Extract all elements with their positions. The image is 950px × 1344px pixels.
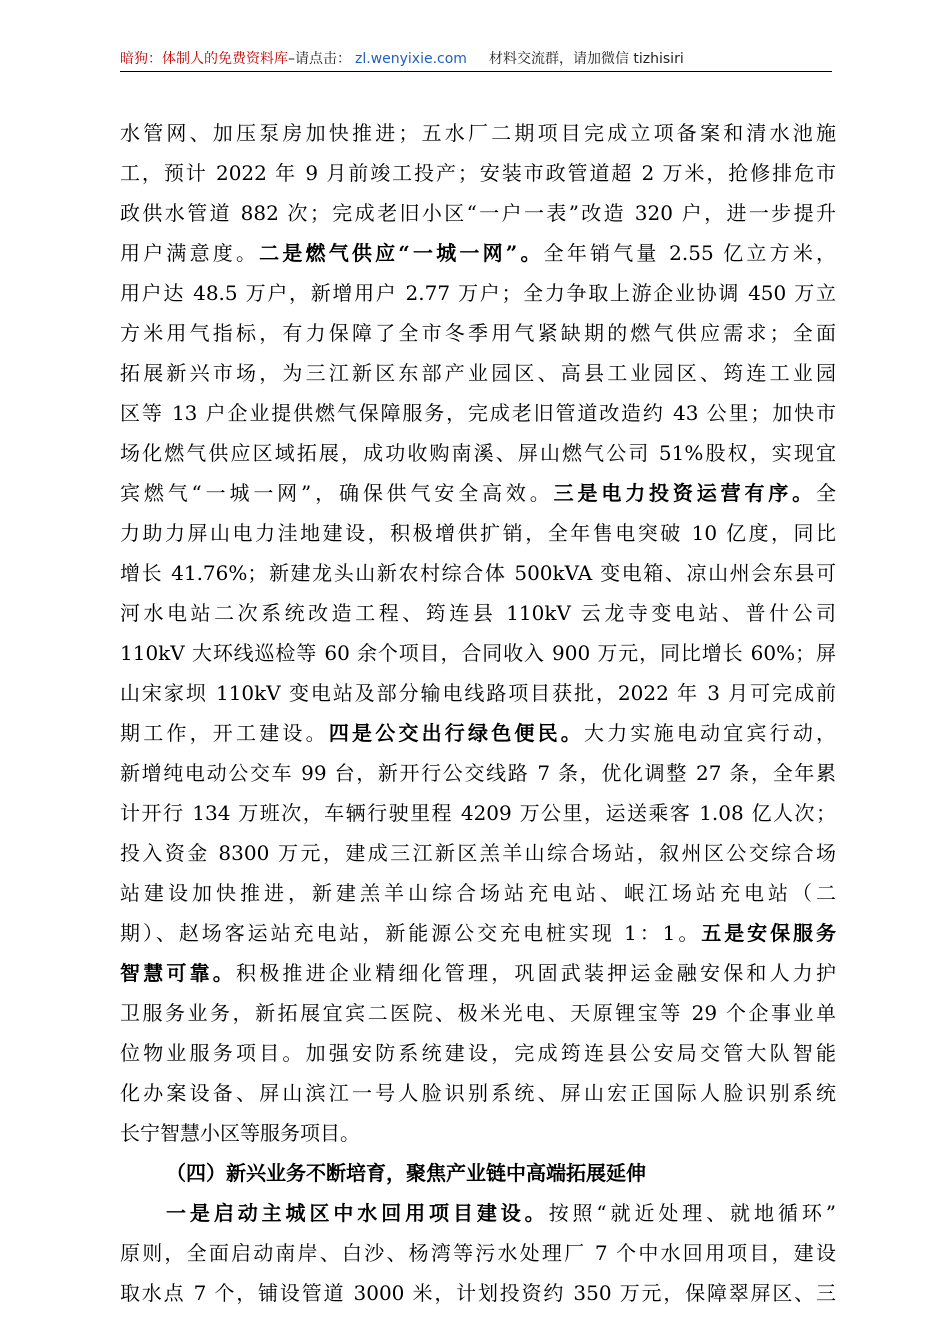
header-group-info: 材料交流群，请加微信 tizhisiri: [488, 51, 684, 67]
body-line: 增长 41.76%；新建龙头山新农村综合体 500kVA 变电箱、凉山州会东县可: [120, 561, 836, 585]
header-prompt: –请点击：: [288, 51, 351, 67]
body-line: 卫服务业务，新拓展宜宾二医院、极米光电、天原锂宝等 29 个企事业单: [120, 1001, 836, 1025]
header-brand: 暗狗：体制人的免费资料库: [120, 51, 288, 67]
header-url-link[interactable]: zl.wenyixie.com: [355, 51, 467, 67]
body-text: 期工作，开工建设。: [120, 721, 329, 745]
bold-point-gas: 二是燃气供应“一城一网”。: [259, 241, 544, 265]
bold-point-power: 三是电力投资运营有序。: [553, 481, 817, 505]
section-heading: （四）新兴业务不断培育，聚焦产业链中高端拓展延伸: [166, 1161, 646, 1185]
body-line: 位物业服务项目。加强安防系统建设，完成筠连县公安局交管大队智能: [120, 1041, 836, 1065]
body-line: 取水点 7 个，铺设管道 3000 米，计划投资约 350 万元，保障翠屏区、三: [120, 1281, 836, 1305]
body-line: 用户达 48.5 万户，新增用户 2.77 万户；全力争取上游企业协调 450 万立: [120, 281, 836, 305]
body-line: 投入资金 8300 万元，建成三江新区羔羊山综合场站，叙州区公交综合场: [120, 841, 836, 865]
body-text: 用户满意度。: [120, 241, 260, 265]
body-text: 宾燃气“一城一网”，确保供气安全高效。: [120, 481, 554, 505]
body-line: [120, 1193, 836, 1233]
body-line: 方米用气指标，有力保障了全市冬季用气紧缺期的燃气供应需求；全面: [120, 321, 836, 345]
body-line: 场化燃气供应区域拓展，成功收购南溪、屏山燃气公司 51%股权，实现宜: [120, 441, 836, 465]
body-line: 力助力屏山电力洼地建设，积极增供扩销，全年售电突破 10 亿度，同比: [120, 521, 836, 545]
body-line: [120, 473, 836, 513]
body-text: 按照“就近处理、就地循环”: [548, 1201, 836, 1225]
body-line: 站建设加快推进，新建羔羊山综合场站充电站、岷江场站充电站（二: [120, 881, 836, 905]
body-line: 原则，全面启动南岸、白沙、杨湾等污水处理厂 7 个中水回用项目，建设: [120, 1241, 836, 1265]
body-line: 长宁智慧小区等服务项目。: [120, 1121, 360, 1145]
body-line: 政供水管道 882 次；完成老旧小区“一户一表”改造 320 户，进一步提升: [120, 201, 836, 225]
body-text: 大力实施电动宜宾行动，: [584, 721, 836, 745]
body-line: 水管网、加压泵房加快推进；五水厂二期项目完成立项备案和清水池施: [120, 121, 836, 145]
body-line: 110kV 大环线巡检等 60 余个项目，合同收入 900 万元，同比增长 60%；屏: [120, 641, 836, 665]
body-line: [120, 713, 836, 753]
body-text: 全: [816, 481, 836, 505]
body-line: 化办案设备、屏山滨江一号人脸识别系统、屏山宏正国际人脸识别系统: [120, 1081, 836, 1105]
bold-point-security-cont: 智慧可靠。: [120, 961, 236, 985]
body-line: 区等 13 户企业提供燃气保障服务，完成老旧管道改造约 43 公里；加快市: [120, 401, 836, 425]
body-line: [120, 233, 836, 273]
body-line: 拓展新兴市场，为三江新区东部产业园区、高县工业园区、筠连工业园: [120, 361, 836, 385]
body-text: 积极推进企业精细化管理，巩固武装押运金融安保和人力护: [236, 961, 836, 985]
body-line: 山宋家坝 110kV 变电站及部分输电线路项目获批，2022 年 3 月可完成前: [120, 681, 836, 705]
body-text: 期）、赵场客运站充电站，新能源公交充电桩实现 1：1。: [120, 921, 702, 945]
body-line: 新增纯电动公交车 99 台，新开行公交线路 7 条，优化调整 27 条，全年累: [120, 761, 836, 785]
body-line: [120, 913, 836, 953]
bold-point-security: 五是安保服务: [701, 921, 836, 945]
bold-point-reclaimed-water: 一是启动主城区中水回用项目建设。: [166, 1201, 549, 1225]
body-line: [120, 953, 836, 993]
body-line: 工，预计 2022 年 9 月前竣工投产；安装市政管道超 2 万米，抢修排危市: [120, 161, 836, 185]
body-text: 全年销气量 2.55 亿立方米，: [543, 241, 836, 265]
header-divider: [120, 71, 832, 72]
document-body: [120, 113, 836, 1313]
body-line: 计开行 134 万班次，车辆行驶里程 4209 万公里，运送乘客 1.08 亿人次；: [120, 801, 836, 825]
body-line: 河水电站二次系统改造工程、筠连县 110kV 云龙寺变电站、普什公司: [120, 601, 836, 625]
bold-point-bus: 四是公交出行绿色便民。: [328, 721, 585, 745]
